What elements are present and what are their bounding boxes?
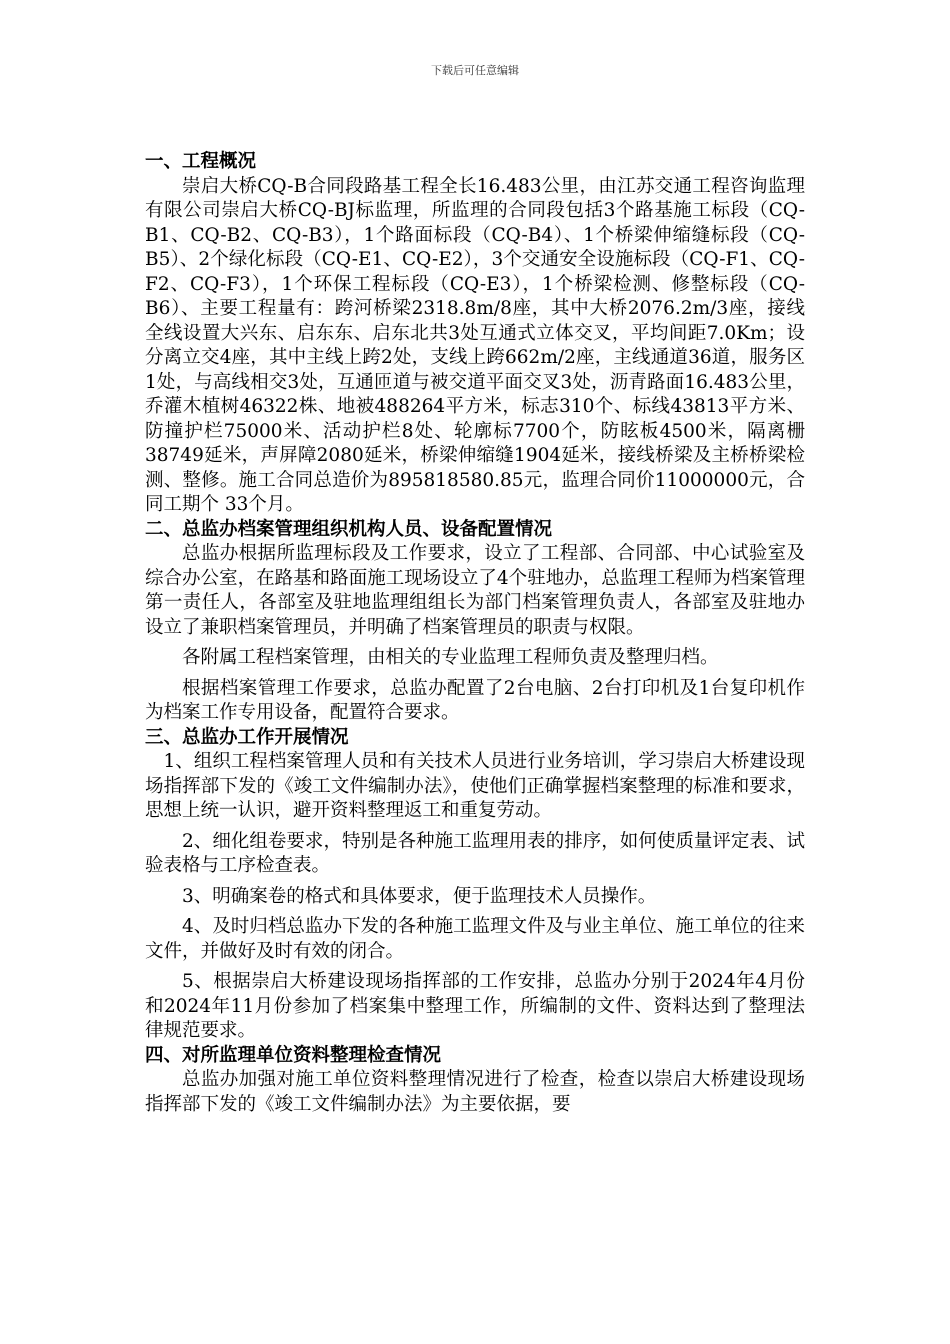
list-item: 1、组织工程档案管理人员和有关技术人员进行业务培训，学习崇启大桥建设现场指挥部下发的《竣工文件编制办法》，使他们正确掌握档案整理的标准和要求，思想上统一认识，避开资料整理返工和重复劳动。 (145, 751, 805, 821)
section-heading-3: 三、总监办工作开展情况 (145, 726, 349, 748)
page-header-note: 下载后可任意编辑 (431, 64, 519, 77)
paragraph: 根据档案管理工作要求，总监办配置了2台电脑、2台打印机及1台复印机作为档案工作专用设备，配置符合要求。 (145, 677, 805, 723)
list-item: 4、及时归档总监办下发的各种施工监理文件及与业主单位、施工单位的往来文件，并做好及时有效的闭合。 (145, 916, 805, 962)
list-item: 3、明确案卷的格式和具体要求，便于监理技术人员操作。 (182, 885, 657, 907)
section-heading-2: 二、总监办档案管理组织机构人员、设备配置情况 (145, 518, 553, 540)
paragraph: 总监办根据所监理标段及工作要求，设立了工程部、合同部、中心试验室及综合办公室，在路基和路面施工现场设立了4个驻地办，总监理工程师为档案管理第一责任人，各部室及驻地监理组组长为部门档案管理负责人，各部室及驻地办设立了兼职档案管理员，并明确了档案管理员的职责与权限。 (145, 543, 805, 638)
paragraph: 各附属工程档案管理，由相关的专业监理工程师负责及整理归档。 (182, 647, 719, 668)
paragraph: 崇启大桥CQ-B合同段路基工程全长16.483公里，由江苏交通工程咨询监理有限公司崇启大桥CQ-BJ标监理，所监理的合同段包括3个路基施工标段（CQ-B1、CQ-B2、CQ-B3），1个路面标段（CQ-B4）、1个桥梁伸缩缝标段（CQ-B5）、2个绿化标段（CQ-E1、CQ-E2），3个交通安全设施标段（CQ-F1、CQ-F2、CQ-F3），1个环保工程标段（CQ-E3），1个桥梁检测、修整标段（CQ-B6）、主要工程量有：跨河桥梁2318.8m/8座，其中大桥2076.2m/3座，接线全线设置大兴东、启东东、启东北共3处互通式立体交叉，平均间距7.0Km；设分离立交4座，其中主线上跨2处，支线上跨662m/2座，主线通道36道，服务区1处，与高线相交3处，互通匝道与被交道平面交叉3处，沥青路面16.483公里，乔灌木植树46322株、地被488264平方米，标志310个、标线43813平方米、防撞护栏75000米、活动护栏8处、轮廓标7700个，防眩板4500米，隔离栅38749延米，声屏障2080延米，桥梁伸缩缝1904延米，接线桥梁及主桥桥梁检测、整修。施工合同总造价为895818580.85元，监理合同价11000000元，合同工期个 33个月。 (145, 175, 805, 515)
list-item: 5、根据崇启大桥建设现场指挥部的工作安排，总监办分别于2024年4月份和2024年11月份参加了档案集中整理工作，所编制的文件、资料达到了整理法律规范要求。 (145, 971, 805, 1041)
paragraph: 总监办加强对施工单位资料整理情况进行了检查，检查以崇启大桥建设现场指挥部下发的《竣工文件编制办法》为主要依据，要 (145, 1069, 805, 1115)
section-heading-1: 一、工程概况 (145, 151, 257, 172)
section-heading-4: 四、对所监理单位资料整理检查情况 (145, 1044, 442, 1066)
list-item: 2、细化组卷要求，特别是各种施工监理用表的排序，如何使质量评定表、试验表格与工序检查表。 (145, 830, 805, 876)
document-body (145, 150, 805, 1117)
